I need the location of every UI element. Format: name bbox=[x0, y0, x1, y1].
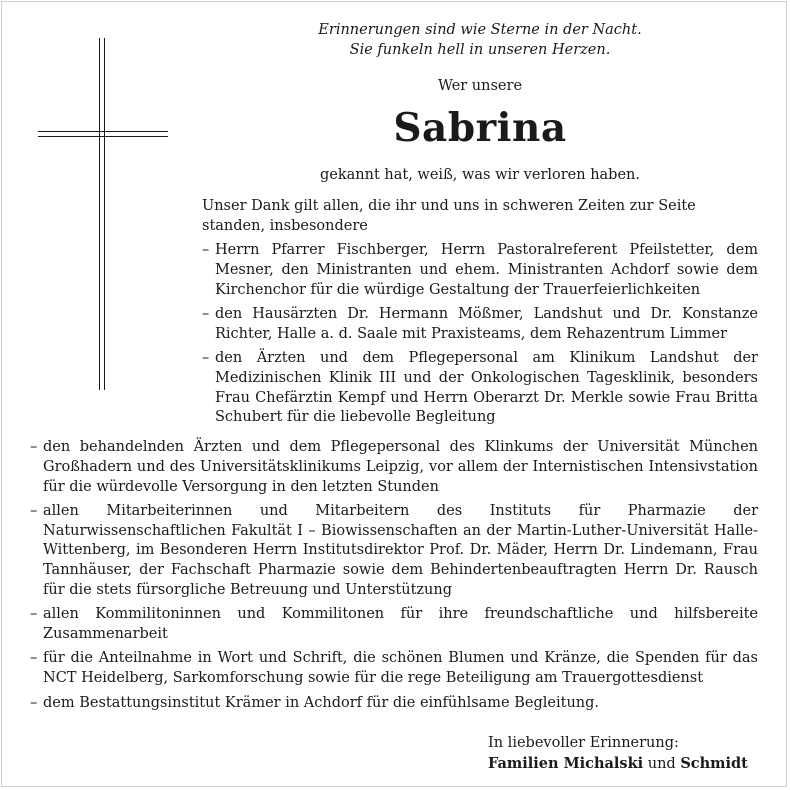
signature bbox=[488, 753, 768, 775]
list-item: – allen Kommilitoninnen und Kommilitonen für ihre freundschaftliche und hilfsbereite Zusammenarbeit bbox=[30, 605, 758, 645]
conjunction: und bbox=[647, 756, 676, 772]
list-item: – für die Anteilnahme in Wort und Schrift, die schönen Blumen und Kränze, die Spenden für das NCT Heidelberg, Sarkomforschung sowie für die rege Beteiligung am Trauergottesdienst bbox=[30, 649, 758, 689]
thanks-list-lower bbox=[30, 438, 758, 718]
list-item: – den Hausärzten Dr. Hermann Mößmer, Landshut und Dr. Konstanze Richter, Halle a. d. Saale mit Praxisteams, dem Rehazentrum Limmer bbox=[202, 305, 758, 345]
list-item: – Herrn Pfarrer Fischberger, Herrn Pastoralreferent Pfeilstetter, dem Mesner, den Ministranten und ehem. Ministranten Achdorf sowie dem Kirchenchor für die würdige Gestaltung der Trauerfeierlichkeiten bbox=[202, 241, 758, 300]
list-item: – dem Bestattungsinstitut Krämer in Achdorf für die einfühlsame Begleitung. bbox=[30, 694, 758, 714]
thanks-intro: Unser Dank gilt allen, die ihr und uns in schweren Zeiten zur Seite standen, insbesondere bbox=[202, 198, 696, 234]
thanks-list-upper bbox=[202, 241, 758, 433]
closing-line: In liebevoller Erinnerung: bbox=[488, 735, 679, 751]
motto-line-1: Erinnerungen sind wie Sterne in der Nacht. bbox=[318, 22, 642, 38]
list-item: – allen Mitarbeiterinnen und Mitarbeitern des Instituts für Pharmazie der Naturwissenschaftlichen Fakultät I – Biowissenschaften an der Martin-Luther-Universität Halle-Wittenberg, im Besonderen Herrn Institutsdirektor Prof. Dr. Mäder, Herrn Dr. Lindemann, Frau Tannhäuser, der Fachschaft Pharmazie sowie dem Behindertenbeauftragten Herrn Dr. Rausch für die stets fürsorgliche Betreuung und Unterstützung bbox=[30, 502, 758, 601]
family-name-1: Familien Michalski bbox=[488, 755, 644, 772]
deceased-name: Sabrina bbox=[393, 105, 567, 151]
list-item: – den Ärzten und dem Pflegepersonal am Klinikum Landshut der Medizinischen Klinik III und der Onkologischen Tagesklinik, besonders Frau Chefärztin Kempf und Herrn Oberarzt Dr. Merkle sowie Frau Britta Schubert für die liebevolle Begleitung bbox=[202, 349, 758, 428]
list-item: – den behandelnden Ärzten und dem Pflegepersonal des Klinkums der Universität München Großhadern und des Universitätsklinikums Leipzig, vor allem der Internistischen Intensivstation für die würdevolle Versorgung in den letzten Stunden bbox=[30, 438, 758, 497]
cross-icon bbox=[38, 38, 178, 398]
intro-text: Wer unsere bbox=[437, 78, 523, 94]
outro-text: gekannt hat, weiß, was wir verloren haben. bbox=[320, 167, 640, 183]
motto-line-2: Sie funkeln hell in unseren Herzen. bbox=[349, 42, 611, 58]
family-name-2: Schmidt bbox=[680, 755, 748, 772]
